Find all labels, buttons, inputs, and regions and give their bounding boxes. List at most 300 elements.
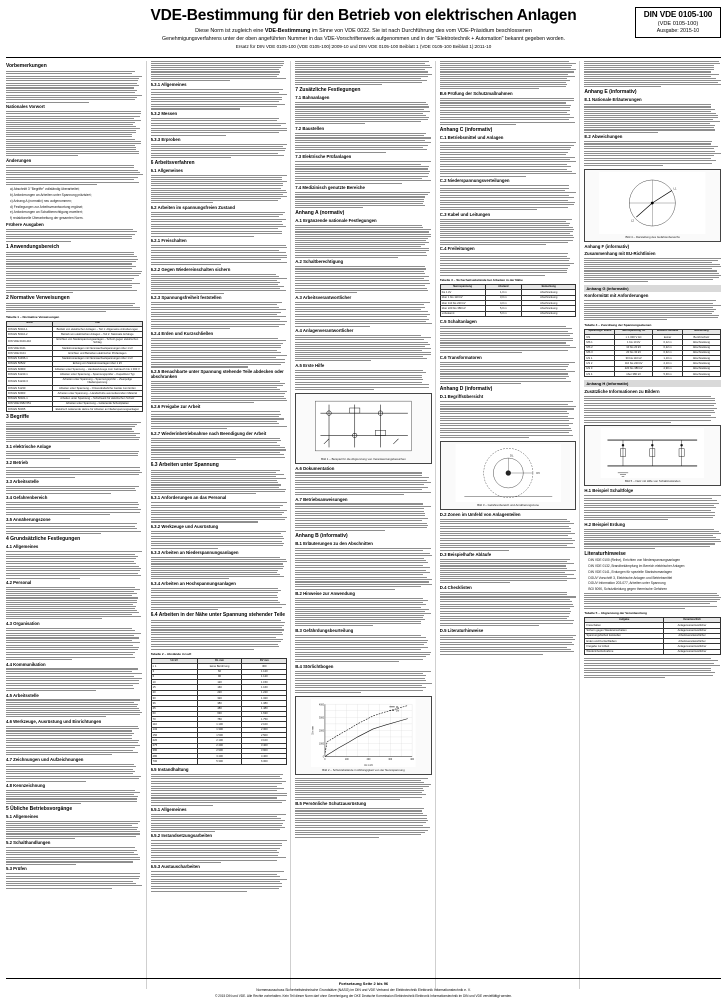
text-column-4: [440, 61, 581, 989]
svg-text:DV: DV: [536, 471, 540, 475]
table-cell: 1 480: [242, 706, 287, 711]
subsection-heading: 5.1 Allgemeines: [6, 813, 39, 819]
body-text-block: [295, 503, 432, 530]
table-cell: Arbeiten unter Spannung – Spannungsprüfer – Zweipolige Niederspannung: [53, 377, 143, 385]
svg-text:4000: 4000: [319, 703, 325, 706]
table-cell: 132: [151, 727, 197, 732]
body-text-block: [151, 531, 288, 549]
table-cell: 2 400: [197, 743, 242, 748]
header-subtitle-pre: Diese Norm ist zugleich eine: [195, 28, 265, 34]
table-cell: Abschrankung: [522, 306, 576, 311]
figure-zones: [440, 441, 577, 510]
table-caption: Tabelle 4 – Zuordnung der Spannungsebenen: [584, 322, 652, 327]
body-text-block: [440, 326, 577, 353]
table-cell: 3 400: [197, 754, 242, 759]
body-text-block: [6, 726, 143, 756]
subsection-heading: E.2 Abweichungen: [584, 134, 623, 140]
table-header-cell: Bemerkung: [682, 329, 720, 334]
table-row: [7, 377, 143, 385]
table-cell: bis 1 kV: [440, 290, 485, 295]
table-cell: 1 120: [242, 674, 287, 679]
table-cell: Anlagenverantwortlicher: [664, 644, 721, 649]
table-cell: 5,30 m: [653, 371, 683, 376]
subsection-heading: B.4 Störlichtbogen: [295, 663, 334, 669]
table-cell: Arbeitsverantwortlicher: [664, 639, 721, 644]
section-heading: 6 Arbeitsverfahren: [150, 159, 195, 166]
table-cell: DIN EN 61243-1: [7, 372, 53, 377]
table-cell: Arbeiten unter Spannung – Ortsveränderliche Geräte zum Erden: [53, 386, 143, 391]
table-header-cell: DV mm: [242, 659, 287, 664]
standard-number-box: [635, 7, 721, 38]
table-row: [585, 649, 721, 654]
header-subtitle-post: im Sinne von VDE 0022. Sie ist nach Durchführung des vom VDE-Präsidium beschlossenen: [310, 28, 532, 34]
body-text-block: [295, 548, 432, 590]
figure-curve: [295, 696, 432, 775]
body-text-block: [151, 118, 288, 136]
section-heading: Vorbemerkungen: [6, 63, 47, 69]
svg-text:DL: DL: [509, 453, 514, 457]
table-cell: 45: [151, 706, 197, 711]
annex-band: Anhang H (informativ): [584, 380, 721, 387]
subsection-heading: B.1 Erläuterungen zu den Abschnitten: [295, 541, 373, 547]
table-header-cell: Norm: [7, 321, 53, 326]
body-text-block: [440, 401, 577, 438]
table-cell: 300: [242, 664, 287, 669]
body-text-block: [6, 467, 143, 478]
table-cell: 36: [151, 701, 197, 706]
standard-edition: Ausgabe: 2015-10: [656, 28, 700, 34]
subsection-heading: 6.1 Allgemeines: [150, 168, 183, 174]
table-cell: DIN VDE 0100-410: [7, 337, 53, 345]
table-header-cell: Titel: [53, 321, 143, 326]
table-cell: DIN EN 61230: [7, 386, 53, 391]
table-cell: DIN EN 50110-2: [7, 332, 53, 337]
subsection-heading: 6.5.1 Allgemeines: [150, 807, 187, 813]
subsection-heading: C.4 Freileitungen: [439, 246, 475, 252]
table-cell: 110 bis 220 kV: [615, 361, 653, 366]
subsection-heading: D.4 Checklisten: [439, 584, 472, 590]
table-cell: 2,90 m: [653, 366, 683, 371]
table-cell: 2 300: [242, 727, 287, 732]
svg-text:0: 0: [324, 758, 326, 761]
table-cell: 0,32 m: [653, 350, 683, 355]
table-cell: Errichten von Niederspannungsanlagen – Schutz gegen elektrischen Schlag: [53, 337, 143, 345]
data-table: [584, 329, 721, 377]
table-cell: keine Berührung: [197, 664, 242, 669]
table-cell: 60: [197, 669, 242, 674]
header-subtitle-2: Genehmigungsverfahrens unter der oben angeführten Nummer in das VDE-Vorschriftenwerk aufgenommen und in der "Elektrotechnik + Automation" bekannt gegeben worden.: [162, 36, 565, 42]
body-text-block: [295, 133, 432, 153]
list-item: c) Anhang A (normativ) neu aufgenommen;: [10, 198, 72, 203]
subsection-heading: A.3 Arbeitsverantwortlicher: [295, 294, 352, 300]
body-text-block: [6, 821, 143, 839]
body-text-block: [151, 871, 288, 891]
subsection-heading: B.6 Prüfung der Schutzmaßnahmen: [439, 90, 513, 96]
body-text-block: [584, 300, 721, 320]
table-cell: Betrieb von elektrischen Anlagen – Teil 2: Nationale Anhänge: [53, 332, 143, 337]
body-text-block: [295, 161, 432, 184]
body-text-block: [440, 362, 577, 385]
table-cell: Elektrisch isolierende Helme für Arbeiten an Niederspannungsanlagen: [53, 407, 143, 412]
table-cell: 3: [151, 669, 197, 674]
table-cell: Abschrankung: [682, 371, 720, 376]
body-text-block: [6, 252, 143, 294]
table-cell: DIN EN 60900: [7, 367, 53, 372]
footer-copyright: © 2015 DIN und VDE. Alle Rechte vorbehalten. Kein Teil dieser Norm darf ohne Genehmigung der DKE Deutsche Kommission Elektrotechnik Elektronik Informationstechnik im DIN und VDE vervielfältigt werden.: [214, 994, 513, 998]
subsection-heading: 4.2 Personal: [6, 580, 32, 586]
body-text-block: [151, 774, 288, 806]
table-cell: 380: [197, 701, 242, 706]
table-cell: 4,0 m: [485, 300, 522, 305]
table-row: [7, 407, 143, 412]
body-text-block: [295, 225, 432, 257]
svg-text:3000: 3000: [319, 717, 325, 720]
subsection-heading: D.3 Beispielhafte Abläufe: [439, 552, 492, 558]
data-table: [6, 321, 143, 413]
subsection-heading: 4.5 Arbeitsstelle: [6, 692, 39, 698]
table-cell: Arbeitsverantwortlicher: [664, 633, 721, 638]
list-item: f) redaktionelle Überarbeitung der gesamten Norm.: [10, 216, 84, 221]
table-cell: 1 160: [242, 685, 287, 690]
table-cell: Betrieb von elektrischen Anlagen – Teil 1: Allgemeine Anforderungen: [53, 327, 143, 332]
subsection-heading: 5.3.1 Allgemeines: [150, 82, 187, 88]
table-cell: 2 100: [197, 738, 242, 743]
table-header-cell: Aufgabe: [585, 618, 664, 623]
body-text-block: [6, 764, 143, 782]
body-text-block: [295, 370, 432, 390]
subsection-heading: 3.1 elektrische Anlage: [6, 443, 51, 449]
body-text-block: [584, 104, 721, 132]
table-cell: 15: [151, 685, 197, 690]
table-cell: 220: [151, 738, 197, 743]
table-cell: 750: [197, 717, 242, 722]
subsection-heading: 4.8 Kennzeichnung: [6, 783, 46, 789]
table-cell: DIN VDE 0104: [7, 351, 53, 356]
table-cell: 1 500: [197, 732, 242, 737]
body-text-block: [151, 338, 288, 368]
table-cell: 20: [151, 690, 197, 695]
subsection-heading: C.1 Betriebsmittel und Anlagen: [439, 135, 504, 141]
body-text-block: [584, 396, 721, 423]
table-cell: 20 bis 30 kV: [615, 350, 653, 355]
body-text-block: [6, 71, 143, 103]
svg-text:100: 100: [345, 758, 349, 761]
footer-committee: Normenausschuss Sicherheitstechnische Grundsätze (NASG) im DIN und VDE Verband der Elektrotechnik Elektronik Informationstechnik e. V.: [256, 988, 471, 992]
subsection-heading: 6.5.2 Instandsetzungsarbeiten: [150, 833, 212, 839]
figure-phasor: [584, 169, 721, 242]
section-heading: 7 Zusätzliche Festlegungen: [295, 87, 361, 94]
table-cell: Arbeiten unter Spannung – Handschuhe aus isolierendem Material: [53, 391, 143, 396]
table-cell: Erdung von Starkstromanlagen über 1 kV: [53, 361, 143, 366]
table-cell: 1 bis 10 kV: [615, 340, 653, 345]
subsection-heading: 6.2.1 Freischalten: [150, 238, 187, 244]
table-cell: Abschrankung: [522, 295, 576, 300]
table-cell: Abschrankung: [682, 340, 720, 345]
table-cell: unbekannt: [440, 311, 485, 316]
subsection-heading: 6.3.4 Arbeiten an Hochspannungsanlagen: [150, 580, 236, 586]
table-cell: keiner: [653, 334, 683, 339]
body-text-block: [151, 212, 288, 237]
table-cell: 4 400: [242, 754, 287, 759]
table-caption: Tabelle 3 – Sicherheitsabstände bei Arbeiten in der Nähe: [439, 278, 523, 283]
page-footer: [6, 978, 721, 1000]
table-header-cell: DL mm: [197, 659, 242, 664]
data-table: [440, 284, 577, 317]
table-cell: über 1 bis 110 kV: [440, 295, 485, 300]
body-text-block: [440, 185, 577, 210]
table-cell: über 220 bis 380 kV: [440, 306, 485, 311]
body-text-block: [440, 559, 577, 583]
table-cell: Abschrankung: [522, 290, 576, 295]
body-text-block: [6, 303, 143, 312]
body-text-block: [6, 486, 143, 493]
table-cell: 380: [151, 748, 197, 753]
section-heading: 4 Grundsätzliche Festlegungen: [6, 536, 81, 543]
subsection-heading: E.1 Nationale Erläuterungen: [584, 97, 642, 103]
table-cell: DIN EN 50522: [7, 361, 53, 366]
table-cell: Starkstromanlagen mit Nennwechselspannungen über 1 kV: [53, 345, 143, 350]
table-cell: 0,22 m: [653, 345, 683, 350]
body-text-block: [295, 302, 432, 327]
body-text-block: [295, 472, 432, 495]
subsection-heading: A.6 Dokumentation: [295, 465, 335, 471]
body-text-block: [151, 245, 288, 265]
subsection-heading: 5.3.3 Erproben: [150, 137, 181, 143]
header-subtitle-bold: VDE-Bestimmung: [264, 28, 311, 34]
body-text-block: [151, 557, 288, 579]
table-caption: Tabelle 1 – Normative Verweisungen: [6, 314, 60, 319]
body-text-block: [151, 814, 288, 832]
table-cell: 2 100: [242, 722, 287, 727]
table-cell: Abschrankung: [682, 350, 720, 355]
table-row: [440, 311, 576, 316]
subsection-heading: A.1 Ergänzende nationale Festlegungen: [295, 218, 377, 224]
body-text-block: [151, 411, 288, 429]
body-text-block: [440, 98, 577, 125]
body-text-block: [6, 523, 143, 534]
table-cell: Freigabe zur Arbeit: [585, 644, 664, 649]
table-cell: DIN EN 50321-1: [7, 396, 53, 401]
svg-text:200: 200: [366, 758, 371, 761]
table-cell: 150: [151, 732, 197, 737]
header-subtitle-3: Ersatz für DIN VDE 0105-100 (VDE 0105-100):2009-10 und DIN VDE 0105-100 Beiblatt 1 (VDE 0105-100 Beiblatt 1):2011-10: [235, 44, 492, 49]
section-heading: Anhang C (informativ): [439, 127, 493, 134]
subsection-heading: Zusammenhang mit EU-Richtlinien: [584, 250, 656, 256]
data-table: [151, 658, 288, 765]
table-cell: Anlagenverantwortlicher: [664, 649, 721, 654]
table-cell: 10 bis 20 kV: [615, 345, 653, 350]
section-heading: Anhang D (informativ): [439, 386, 493, 393]
body-text-block: [6, 587, 143, 619]
list-item: DIN VDE 0141, Erdungen für spezielle Starkstromanlagen: [588, 569, 673, 574]
table-cell: 275: [151, 743, 197, 748]
svg-text:300: 300: [388, 758, 393, 761]
table-cell: 0,12 m: [653, 340, 683, 345]
subsection-heading: A.7 Betriebsanweisungen: [295, 496, 348, 502]
svg-text:1000: 1000: [319, 743, 325, 746]
body-text-block: [295, 808, 432, 838]
annex-band: Anhang G (informativ): [584, 285, 721, 292]
table-cell: MS 1: [585, 340, 615, 345]
table-cell: DIN VDE 0682-551: [7, 401, 53, 406]
body-text-block: [440, 142, 577, 177]
body-text-block: [584, 141, 721, 166]
figure-switchgear: [295, 393, 432, 464]
body-text-block: [295, 598, 432, 626]
section-heading: Anhang E (informativ): [584, 89, 637, 96]
subsection-heading: 4.1 Allgemeines: [6, 544, 39, 550]
table-cell: 480: [197, 706, 242, 711]
table-caption: Tabelle 2 – Abstände in Luft: [150, 652, 192, 657]
table-cell: NS: [585, 334, 615, 339]
subsection-heading: 6.3.1 Anforderungen an das Personal: [150, 495, 227, 501]
table-cell: Starkstromanlagen mit Nennwechselspannungen über 1 kV: [53, 356, 143, 361]
list-item: b) Anforderungen an Arbeiten unter Spannung präzisiert;: [10, 193, 92, 198]
subsection-heading: C.5 Schaltanlagen: [439, 318, 477, 324]
subsection-heading: A.4 Anlagenverantwortlicher: [295, 328, 354, 334]
subsection-heading: 7.2 Baustellen: [295, 125, 325, 131]
subsection-heading: 7.3 Elektrische Prüfanlagen: [295, 154, 352, 160]
subsection-heading: 6.2.7 Wiederinbetriebnahme nach Beendigung der Arbeit: [150, 430, 267, 436]
subsection-heading: 6.2.4 Erden und Kurzschließen: [150, 330, 214, 336]
body-text-block: [584, 61, 721, 87]
body-text-block: [151, 588, 288, 611]
body-text-block: [6, 111, 143, 156]
figure-caption: Bild 2 – Schutzabstände in Abhängigkeit von der Nennspannung: [322, 767, 405, 772]
subsection-heading: Anhang F (informativ): [584, 243, 630, 249]
table-cell: HS 4: [585, 371, 615, 376]
body-text-block: [151, 302, 288, 329]
body-text-block: [6, 873, 143, 888]
table-cell: Arbeiten unter Spannung – Handwerkzeuge zum Gebrauch bis 1 000 V: [53, 367, 143, 372]
list-item: BGI 5090, Schutzkleidung gegen thermische Gefahren: [588, 587, 668, 592]
subsection-heading: H.1 Beispiel Schaltfolge: [584, 488, 634, 494]
table-cell: Abschrankung: [682, 361, 720, 366]
body-text-block: [151, 61, 288, 81]
data-table: [584, 617, 721, 655]
body-text-block: [440, 61, 577, 89]
body-text-block: [584, 258, 721, 282]
table-cell: 2,10 m: [653, 361, 683, 366]
subsection-heading: H.2 Beispiel Erdung: [584, 521, 625, 527]
table-header-cell: Nennspannung Un: [615, 329, 653, 334]
section-heading: Anhang A (normativ): [295, 210, 345, 216]
table-cell: 1 220: [242, 690, 287, 695]
figure-caption: Bild 1 – Beispiel für die Abgrenzung von Verantwortungsbereichen: [321, 456, 406, 461]
body-text-block: [6, 847, 143, 865]
table-cell: Berührschutz: [682, 334, 720, 339]
svg-text:Un in kV: Un in kV: [364, 764, 374, 767]
table-cell: 480: [151, 754, 197, 759]
table-cell: Anlagenverantwortlicher: [664, 623, 721, 628]
table-cell: 3 900: [242, 748, 287, 753]
body-text-block: [584, 658, 721, 678]
page-title: VDE-Bestimmung für den Betrieb von elektrischen Anlagen: [150, 7, 577, 24]
subsection-heading: 6.3.3 Arbeiten an Niederspannungsanlagen: [150, 550, 239, 556]
table-cell: 1 100: [197, 722, 242, 727]
body-text-block: [440, 519, 577, 551]
svg-text:DL: DL: [396, 706, 400, 709]
svg-text:L2: L2: [631, 219, 635, 223]
list-item: a) Abschnitt 3 "Begriffe" vollständig überarbeitet;: [10, 187, 80, 192]
table-cell: 1 150: [242, 680, 287, 685]
table-header-cell: Verantwortlich: [664, 618, 721, 623]
table-cell: 320: [197, 695, 242, 700]
body-text-block: [295, 61, 432, 85]
table-header-cell: Abstand: [485, 285, 522, 290]
subsection-heading: Frühere Ausgaben: [6, 221, 44, 227]
table-cell: Spannungsfreiheit feststellen: [585, 633, 664, 638]
subsection-heading: 7.4 Medizinisch genutzte Bereiche: [295, 185, 365, 191]
table-cell: Abschrankung: [682, 366, 720, 371]
text-column-1: [6, 61, 147, 989]
body-text-block: [6, 502, 143, 515]
table-cell: Abschrankung: [682, 345, 720, 350]
body-text-block: [151, 502, 288, 522]
svg-text:0: 0: [322, 756, 325, 759]
section-heading: 6.3 Arbeiten unter Spannung: [150, 462, 219, 469]
table-header-cell: Bemerkung: [522, 285, 576, 290]
subsection-heading: D.2 Zonen im Umfeld von Anlagenteilen: [439, 511, 521, 517]
table-cell: 700: [151, 759, 197, 764]
table-cell: 30: [151, 695, 197, 700]
table-cell: 90: [197, 674, 242, 679]
list-item: DIN VDE 0100 (Reihe), Errichten von Niederspannungsanlagen: [588, 558, 681, 563]
table-cell: Errichten und Betreiben elektrischer Prüfanlagen: [53, 351, 143, 356]
subsection-heading: 3.4 Gefahrenbereich: [6, 495, 48, 501]
body-text-block: [6, 551, 143, 578]
table-header-cell: Spannungs- ebene: [585, 329, 615, 334]
figure-network: [584, 425, 721, 486]
table-cell: 2 900: [197, 748, 242, 753]
subsection-heading: 4.6 Werkzeuge, Ausrüstung und Einrichtungen: [6, 718, 102, 724]
body-text-block: [6, 451, 143, 459]
table-cell: Arbeiten unter Spannung – Spannungsprüfer – Kapazitiver Typ: [53, 372, 143, 377]
subsection-heading: 6.5 Instandhaltung: [150, 766, 189, 772]
subsection-heading: 4.7 Zeichnungen und Aufzeichnungen: [6, 756, 84, 762]
table-cell: Erden und Kurzschließen: [585, 639, 664, 644]
subsection-heading: 6.2.3 Spannungsfreiheit feststellen: [150, 295, 222, 301]
section-heading: 5 Übliche Betriebsvorgänge: [6, 805, 73, 812]
table-row: [585, 371, 721, 376]
svg-text:2000: 2000: [319, 730, 325, 733]
table-cell: 1 120: [242, 669, 287, 674]
table-cell: DIN EN 61243-3: [7, 377, 53, 385]
page-header: [6, 7, 721, 58]
subsection-heading: B.5 Persönliche Schutzausrüstung: [295, 801, 367, 807]
table-cell: 6: [151, 674, 197, 679]
svg-text:D in mm: D in mm: [312, 725, 315, 735]
subsection-heading: 6.2.5 Benachbarte unter Spannung stehende Teile abdecken oder abschranken: [150, 369, 284, 379]
table-cell: 3 400: [242, 743, 287, 748]
body-text-block: [295, 266, 432, 293]
table-cell: 5 300: [197, 759, 242, 764]
table-cell: 1 320: [242, 695, 287, 700]
body-text-block: [6, 668, 143, 691]
table-cell: 5,0 m: [485, 311, 522, 316]
table-cell: DIN EN 60903: [7, 391, 53, 396]
table-cell: DIN EN 50110-1: [7, 327, 53, 332]
subsection-heading: B.3 Gefährdungsbeurteilung: [295, 627, 354, 633]
table-cell: 1,10 m: [653, 356, 683, 361]
body-text-block: [151, 840, 288, 863]
table-cell: über 380 kV: [615, 371, 653, 376]
table-cell: ≤ 1 000 V AC: [615, 334, 653, 339]
subsection-heading: A.2 Schaltberechtigung: [295, 259, 344, 265]
table-cell: 220 bis 380 kV: [615, 366, 653, 371]
body-text-block: [6, 422, 143, 442]
table-caption: Tabelle 5 – Abgrenzung der Verantwortung: [584, 611, 647, 616]
